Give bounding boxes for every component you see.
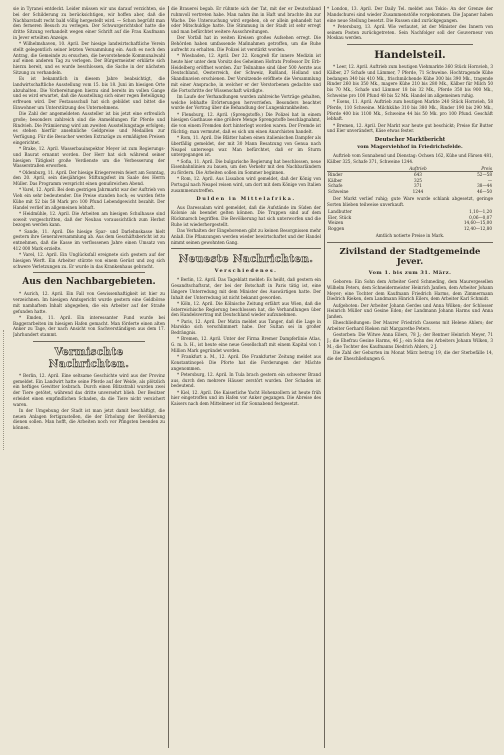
market-report-heading — [327, 137, 493, 150]
section-divider — [327, 242, 493, 243]
latest-news-heading: Neueste Nachrichten. — [178, 253, 314, 266]
price-table — [327, 209, 493, 231]
trade-heading: Handelsteil. — [374, 49, 446, 61]
col3-paragraph: * London, 13. April. Der Daily Tel. meldet aus Tokio: An der Grenze der Mandschurei sind wieder Zusammenstöße vorgekommen. Die Japaner haben eine neue Stellung besetzt. Die Russen sind zurückgegangen. — [327, 6, 493, 23]
col1-paragraph: * Heidmühle, 12. April. Die Arbeiten am hiesigen Schulhause sind soweit vorgeschritten, daß der Neubau voraussichtlich zum Herbst bezogen werden kann. — [13, 210, 165, 228]
col2-paragraph: * Petersburg, 12. April. In Tula brach gestern ein schwerer Brand aus, durch den mehrere Häuser zerstört wurden. Der Schaden ist bedeutend. — [171, 371, 321, 389]
table-cell: 1244 — [412, 188, 424, 194]
col2-paragraph: Das Verhalten der Eingeborenen gibt zu keinen Besorgnissen mehr Anlaß. Die Pflanzungen werden wieder bewirtschaftet und der Handel nimmt seinen gewohnten Gang. — [171, 228, 321, 245]
col1-paragraph: * Sande, 11. April. Die hiesige Spar- und Darlehnskasse hielt gestern ihre Generalversammlung ab. Aus dem Geschäftsbericht ist zu entnehmen, daß die Kasse im verflossenen Jahre einen Umsatz von 412 000 Mark erzielte. — [13, 228, 165, 251]
table-cell: 643 — [413, 172, 422, 178]
col2-paragraph: * Frankfurt a. M., 12. April. Die Frankfurter Zeitung meldet aus Konstantinopel: Die Pforte hat die Forderungen der Mächte angenommen. — [171, 354, 321, 371]
column-3 — [327, 6, 493, 748]
table-cell: Landbutter — [328, 208, 352, 214]
section-divider — [33, 341, 145, 342]
table-cell: 46—50 — [477, 188, 492, 194]
civil-registry-period: Vom 1. bis zum 31. März. — [368, 270, 452, 277]
col1-paragraph: * Brake, 12. April. Wasserbauinspektor Meyer ist zum Regierungs- und Baurat ernannt worden. Der Herr hat sich während seiner hiesigen Tätigkeit große Verdienste um die Verbesserung der Wasserstraßen erworben. — [13, 146, 165, 169]
col3-paragraph: Der Markt verlief ruhig; gute Ware wurde schlank abgesetzt, geringe Sorten blieben teilweise unverkauft. — [327, 196, 493, 208]
col1-paragraph: In der Umgebung der Stadt ist man jetzt damit beschäftigt, die neuen Anlagen fertigzustellen, die der Erholung der Bevölkerung dienen sollen. Man hofft, die Arbeiten noch vor Pfingsten beenden zu können. — [13, 407, 165, 430]
table-cell: Rinder — [328, 172, 343, 178]
table-header-cell: Preis — [445, 166, 493, 172]
col3-paragraph: * Petersburg, 13. April. Wie verlautet, ist der Minister des Innern von seinem Posten zurückgetreten. Sein Nachfolger soll der Gouverneur von Moskau werden. — [327, 23, 493, 41]
col2-paragraph: * Berlin, 12. April. Das Tageblatt meldet: Es heißt, daß gestern ein Gesandtschaftsrat, der bei der Botschaft in Paris tätig ist, eine längere Unterredung mit dem Minister des Auswärtigen hatte. Der Inhalt der Unterredung ist nicht bekannt geworden. — [171, 277, 321, 300]
table-cell: Eier, Stück — [328, 214, 352, 220]
misc-heading: Vermischte Nachrichten. — [48, 345, 130, 370]
table-cell: — — [487, 177, 492, 183]
col1-paragraph: * Emden, 11. April. Ein interessanter Fund wurde bei Baggerarbeiten im hiesigen Hafen gemacht. Man förderte einen alten Anker zu Tage, der nach Ansicht von Sachverständigen aus dem 17. Jahrhundert stammt. — [13, 314, 165, 337]
col2-paragraph: * Paris, 12. April. Der Matin meldet aus Tanger, daß die Lage in Marokko sich verschlimmert habe. Der Sultan sei in großer Bedrängnis. — [171, 318, 321, 335]
latest-news-subheading: Verschiedenes. — [214, 268, 278, 275]
col3-paragraph: Aufgeboten: Der Arbeiter Johann Gerdes und Anna Wilken; der Schlosser Heinrich Müller und Gesine Eden; der Landmann Johann Harms und Anna Janßen. — [327, 302, 493, 320]
section-divider — [347, 44, 473, 45]
table-row — [327, 226, 493, 232]
table-cell: 38—44 — [477, 183, 492, 189]
col2-paragraph: * Köln, 12. April. Die Kölnische Zeitung erfährt aus Wien, daß die österreichische Regierung beschlossen hat, die Verhandlungen über den Handelsvertrag mit Deutschland wieder aufzunehmen. — [171, 300, 321, 318]
col1-paragraph: * Varel, 12. April. Bei dem gestrigen Jahrmarkt war der Auftrieb von Vieh ein sehr bedeutender. Die Preise standen hoch; es wurden fette Kühe mit 52 bis 58 Mark pro 100 Pfund Lebendgewicht bezahlt. Der Handel verlief im allgemeinen lebhaft. — [13, 187, 165, 210]
table-cell: Schafe — [328, 183, 343, 189]
africa-subheading: Dulden in Mittelafrika. — [196, 195, 296, 202]
col2-paragraph: * Kiel, 12. April. Die Kaiserliche Yacht Hohenzollern ist heute früh hier eingetroffen und im Hafen vor Anker gegangen. Die Abreise des Kaisers nach dem Mittelmeer ist für Sonnabend festgesetzt. — [171, 389, 321, 406]
market-report-subtitle: vom Magerviehhof in Friedrichsfelde. — [357, 143, 463, 150]
column-1 — [13, 6, 165, 748]
table-header-cell: Auftrieb — [390, 166, 445, 172]
col1-paragraph: * Varel, 12. April. Ein Unglücksfall ereignete sich gestern auf der hiesigen Werft. Ein Arbeiter stürzte von einem Gerüst und zog sich schwere Verletzungen zu. Er wurde in das Krankenhaus gebracht. — [13, 252, 165, 269]
col3-paragraph: * Esens, 11. April. Auftrieb zum heutigen Markte 240 Stück Hornvieh, 58 Pferde, 110 Schweine. Milchkühe 310 bis 380 Mk., Rinder 190 bis 290 Mk., Pferde 400 bis 1100 Mk., Schweine 44 bis 50 Mk. pro 100 Pfund. Geschäft lebhaft. — [327, 99, 493, 122]
region-heading: Aus den Nachbargebieten. — [22, 277, 156, 288]
col3-paragraph: * Bremen, 12. April. Der Markt war heute gut beschickt; Preise für Butter und Eier unverändert, Käse etwas fester. — [327, 122, 493, 134]
col3-paragraph: Auftrieb vom Sonnabend und Dienstag: Ochsen 162, Kühe und Färsen 481, Kälber 325, Schafe 371, Schweine 1244. — [327, 153, 493, 164]
col1-paragraph: sie in Tyranei entdeckt. Leider müssen wir uns darauf verzichten, sie bei der Schilderung zu berücksichtigen, wir hoffen aber, daß die Nachbarstadt recht bald völlig hergestellt wird. — Schon begrüßt man den ferneren Besuch zu verlegen. Der Schwurgerichtshof hatte die dritte Sitzung verhandelt wegen einer Schrift auf die Frau Kaufmann in Jever erteilten Anzeige. — [13, 6, 165, 40]
price-table-note: Amtlich notierte Preise in Mark. — [375, 233, 445, 239]
col2-paragraph: Im Laufe der Verhandlungen wurden zahlreiche Vorträge gehalten, welche lebhafte Erörterungen hervorriefen. Besonders beachtet wurde der Vortrag über die Behandlung der Lungenkrankheiten. — [171, 93, 321, 111]
col3-paragraph: Eheschließungen: Der Maurer Friedrich Cassens mit Helene Ahlers; der Arbeiter Gerhard Rieken mit Margarethe Peters. — [327, 320, 493, 332]
col2-paragraph: die Brauerei begab. Er rühmte sich der Tat, mit der er Deutschland ruhmvoll vertreten habe. Man nahm ihn in Haft und brachte ihn zur Wache. Die Untersuchung wird ergeben, ob er allein gehandelt hat oder Mitschuldige hatte. Die Stimmung in der Stadt ist sehr erregt und man befürchtet weitere Ausschreitungen. — [171, 6, 321, 34]
col2-paragraph: * Bremen, 12. April. Unter der Firma Bremer Dampferlinie Atlas, G. m. b. H., ist heute eine neue Gesellschaft mit einem Kapital von 1 Million Mark gegründet worden. — [171, 336, 321, 353]
column-2 — [171, 6, 321, 748]
margin-dotted-line — [3, 330, 7, 450]
market-table — [327, 166, 493, 195]
column-rule-2 — [324, 6, 325, 748]
col2-paragraph: Der Vorfall hat in weiten Kreisen großes Aufsehen erregt. Die Behörden haben umfassende Maßnahmen getroffen, um die Ruhe aufrecht zu erhalten. Die Polizei ist verstärkt worden. — [171, 35, 321, 52]
table-cell: Roggen — [328, 225, 345, 231]
table-row — [327, 189, 493, 195]
section-divider — [171, 248, 321, 249]
col3-paragraph: Gestorben: Die Witwe Anna Eilers, 78 J.; der Rentner Heinrich Meyer, 71 J.; die Ehefrau Gesine Harms, 46 J.; ein Sohn des Arbeiters Johann Wilken, 3 M.; die Tochter des Kaufmanns Diedrich Ahlers, 2 J. — [327, 332, 493, 349]
col2-paragraph: Aus Daressalam wird gemeldet, daß die Aufstände im Süden der Kolonie als beendet gelten können. Die Truppen sind auf dem Rückmarsch begriffen. Die Bevölkerung hat sich unterworfen und die Ruhe ist wiederhergestellt. — [171, 204, 321, 227]
col1-paragraph: * Aurich, 12. April. Ein Fall von Gewissenhaftigkeit ist hier zu verzeichnen. Im hiesigen Amtsgericht wurde gestern eine Geldbörse mit namhaftem Inhalt abgegeben, die ein Arbeiter auf der Straße gefunden hatte. — [13, 291, 165, 314]
col3-paragraph: Die Zahl der Geburten im Monat März betrug 19, die der Sterbefälle 14, die der Eheschließungen 6. — [327, 350, 493, 361]
table-cell: 0,06—0,07 — [469, 214, 492, 220]
col3-paragraph: Geboren: Ein Sohn dem Arbeiter Gerd Schmeding, dem Maurergesellen Wilhelm Peters, dem Schneidermeister Heinrich Janßen, dem Arbeiter Johann Meyer; eine Tochter dem Kaufmann Friedrich Harms, dem Zimmermann Diedrich Rieken, dem Landmann Hinrich Eilers, dem Arbeiter Karl Schmidt. — [327, 279, 493, 302]
col2-paragraph: * Rom, 12. April. Aus Lissabon wird gemeldet, daß der König von Portugal nach Neapel reisen wird, um dort mit dem Könige von Italien zusammenzutreffen. — [171, 176, 321, 193]
col2-paragraph: * Rom, 11. April. Die Blätter haben einen italienischen Dampfer als überfällig gemeldet, der mit 30 Mann Besatzung von Genua nach Neapel unterwegs war. Man befürchtet, daß er im Sturm untergegangen ist. — [171, 135, 321, 158]
section-divider — [33, 272, 145, 273]
col1-paragraph: * Berlin, 12. April. Eine seltsame Geschichte wird aus der Provinz gemeldet. Ein Landwirt hatte seine Pferde auf der Weide, als plötzlich ein heftiges Gewitter losbrach. Durch einen Blitzstrahl wurden zwei der Tiere getötet, während das dritte unversehrt blieb. Der Besitzer erleidet einen empfindlichen Schaden, da die Tiere nicht versichert waren. — [13, 372, 165, 407]
table-cell: Weizen — [328, 220, 344, 226]
table-cell: 52—58 — [477, 172, 492, 178]
col1-paragraph: * Oldenburg, 11. April. Der hiesige Kriegerverein feiert am Sonntag, den 20. April, sein diesjähriges Stiftungsfest im Saale des Herrn Müller. Das Programm verspricht einen genußreichen Abend. — [13, 169, 165, 186]
col1-paragraph: Die Zahl der angemeldeten Aussteller ist bis jetzt eine erfreulich große; besonders zahlreich sind die Anmeldungen für Pferde und Rindvieh. Die Prämiierung wird am zweiten Ausstellungstage erfolgen; es stehen hierfür ansehnliche Geldpreise und Medaillen zur Verfügung. Für die Besucher werden Extrazüge zu ermäßigten Preisen eingerichtet. — [13, 111, 165, 145]
col1-paragraph: * Wilhelmshaven, 10. April. Der hiesige landwirtschaftliche Verein stellt gelegentlich seiner letzten Versammlung ein. Auch es noch den Antrag, die Gemeinde zu ersuchen, die bevorstehende Kommunalwahl auf einen anderen Tag zu verlegen. Der Bürgermeister erklärte sich hierzu bereit, und es wurde beschlossen, die Sache in der nächsten Sitzung zu verhandeln. — [13, 41, 165, 75]
col2-paragraph: * Sofia, 11. April. Die bulgarische Regierung hat beschlossen, neue Eisenbahnlinien zu bauen, um den Verkehr mit den Nachbarländern zu fördern. Die Arbeiten sollen im Sommer beginnen. — [171, 158, 321, 175]
col3-paragraph: * Leer, 12. April. Auftrieb zum heutigen Viehmarkte 360 Stück Hornvieh, 3 Kälber, 27 Schafe und Lämmer, 7 Pferde, 71 Schweine. Hochtragende Kühe bedangen 340 bis 410 Mk., frischmilchende Kühe 300 bis 390 Mk., tragende Rinder 260 bis 350 Mk., magere Kühe 210 bis 280 Mk., Kälber für Milch 50 bis 70 Mk., Schafe und Lämmer 18 bis 32 Mk., Pferde 350 bis 900 Mk., Schweine pro 100 Pfund 48 bis 52 Mk. Handel im allgemeinen ruhig. — [327, 64, 493, 98]
table-cell: 1,10—1,20 — [469, 208, 492, 214]
table-cell: 12,40—12,80 — [463, 225, 492, 231]
table-cell: Kälber — [328, 177, 343, 183]
col1-paragraph: Es ist bekanntlich in diesem Jahre beabsichtigt, die landwirtschaftliche Ausstellung vom 15. bis 18. Juni im hiesigen Orte abzuhalten. Die Vorbereitungen hierzu sind bereits im vollen Gange und es wird erwartet, daß die Ausstellung sich einer regen Beteiligung erfreuen wird. Der Festausschuß hat sich gebildet und bittet die Einwohner um Unterstützung des Unternehmens. — [13, 76, 165, 110]
table-cell: Schweine — [328, 188, 349, 194]
table-cell: 371 — [413, 183, 422, 189]
table-cell: 325 — [413, 177, 422, 183]
column-rule-1 — [168, 6, 169, 748]
col2-paragraph: * Wiesbaden, 12. April. Der 22. Kongreß für innere Medizin ist heute hier unter dem Vorsitz des Geheimen Hofrats Professor Dr. Erb-Heidelberg eröffnet worden. Zur Teilnahme sind über 500 Aerzte aus Deutschland, Oesterreich, der Schweiz, Rußland, Holland und Skandinavien erschienen. Der Vorsitzende eröffnete die Versammlung mit einer Ansprache, in welcher er der Verstorbenen gedachte und die Fortschritte der Wissenschaft würdigte. — [171, 53, 321, 93]
market-report-title: Deutscher Marktbericht — [374, 137, 446, 143]
table-cell: 14,60—15,00 — [463, 220, 492, 226]
civil-registry-heading: Zivilstand der Stadtgemeinde Jever. — [339, 247, 481, 268]
col2-paragraph: * Flensburg, 12. April. (Sprengstoffe.) Die Polizei hat in einem hiesigen Gasthause eine größere Menge Sprengstoffe beschlagnahmt, die von einem Fremden dort hinterlegt worden waren. Der Fremde ist flüchtig; man vermutet, daß es sich um einen Anarchisten handelt. — [171, 111, 321, 134]
